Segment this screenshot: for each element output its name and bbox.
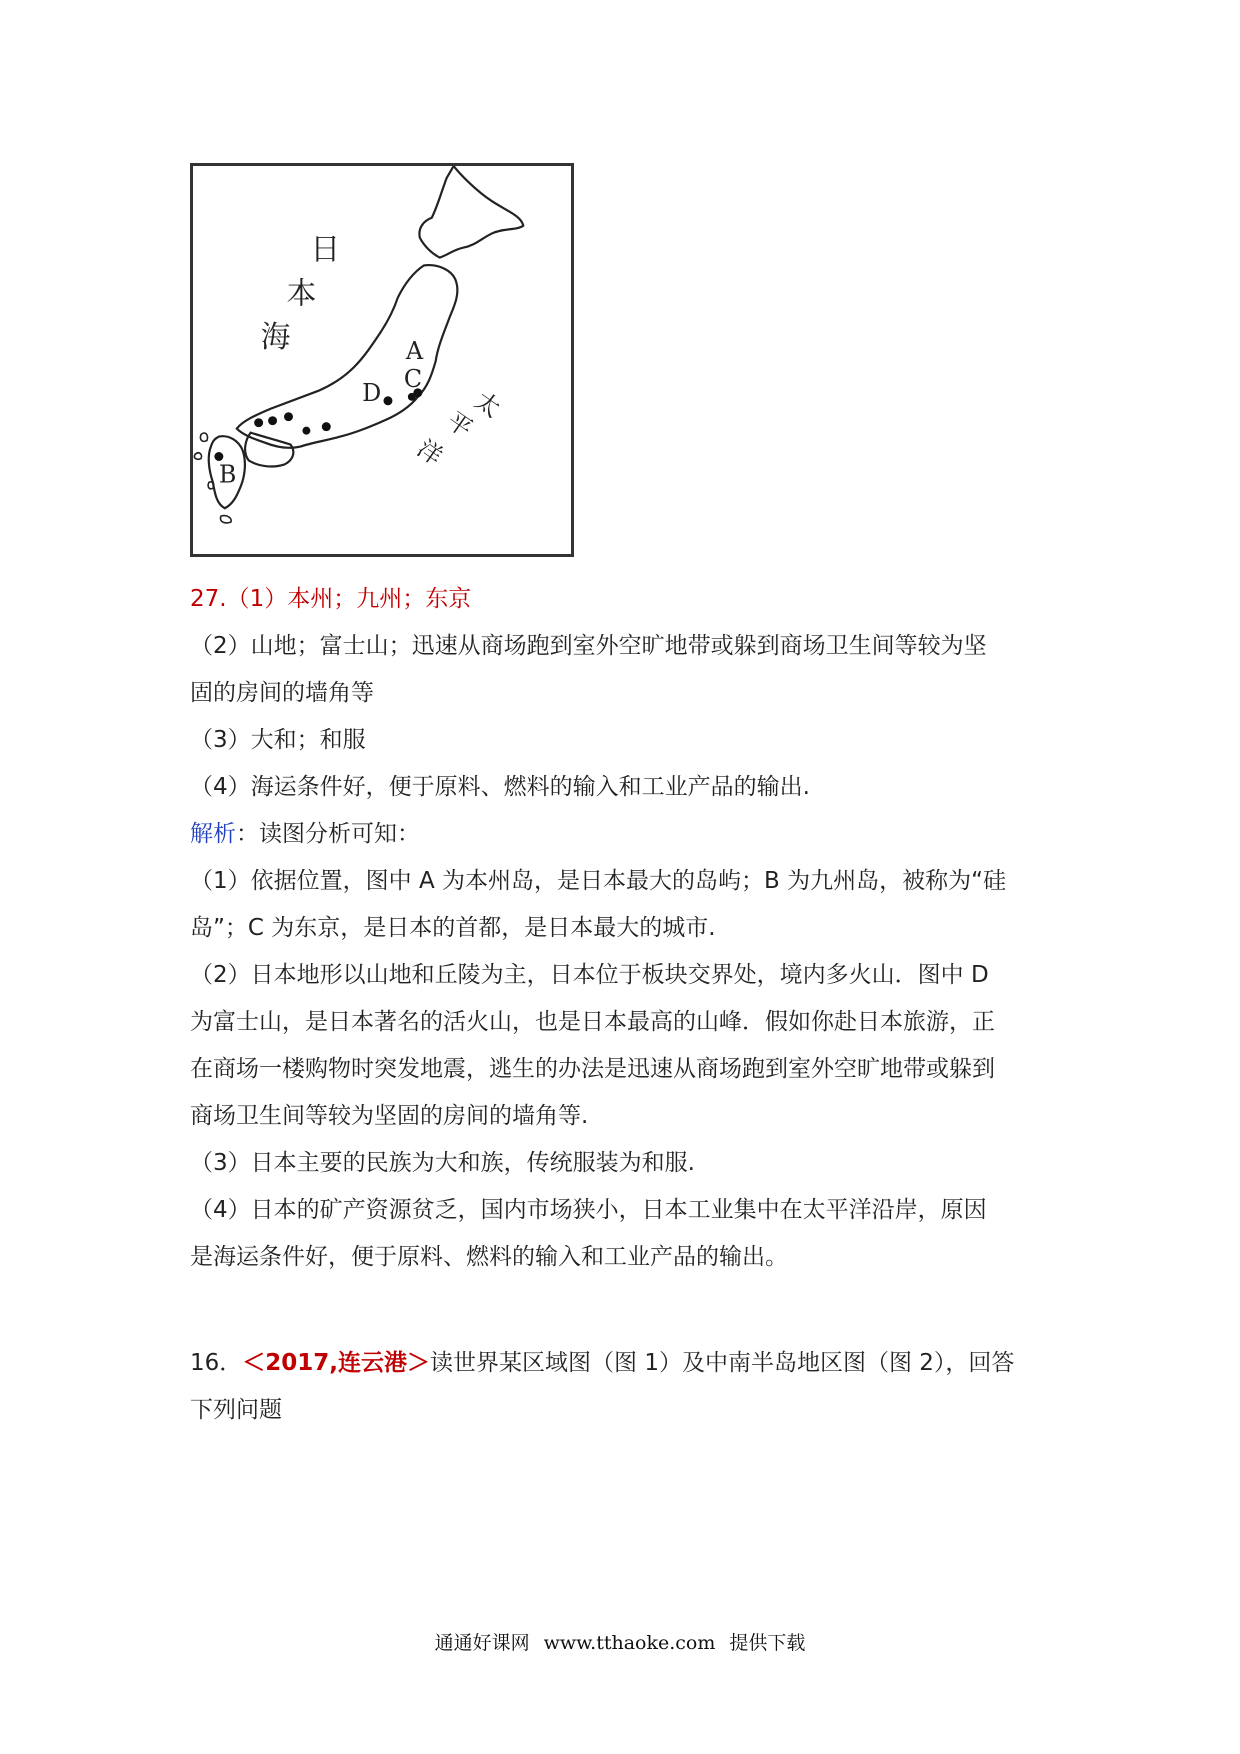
analysis-p1-line-2: 岛”；C 为东京，是日本的首都，是日本最大的城市. xyxy=(190,915,716,941)
small-island-1 xyxy=(200,433,207,441)
small-island-3 xyxy=(220,516,231,523)
ocean-label-char-1: 太 xyxy=(469,386,506,424)
analysis-p4-line-2: 是海运条件好，便于原料、燃料的输入和工业产品的输出。 xyxy=(190,1244,788,1270)
city-dot xyxy=(302,427,310,435)
answer-section xyxy=(190,576,1060,1281)
city-dot xyxy=(284,412,293,421)
question-number: 27. xyxy=(190,586,227,612)
japan-map-figure xyxy=(190,163,574,557)
city-dot xyxy=(383,396,392,405)
analysis-heading xyxy=(190,811,1060,858)
japan-map-svg xyxy=(193,166,571,554)
question-16-line-1 xyxy=(190,1340,1060,1387)
ocean-label-char-3: 洋 xyxy=(411,434,448,471)
analysis-intro: ：读图分析可知： xyxy=(236,821,420,847)
footer-site-name: 通通好课网 xyxy=(434,1632,530,1654)
city-dot xyxy=(408,393,416,401)
ocean-label-char-2: 平 xyxy=(441,406,478,443)
city-dot xyxy=(322,422,331,431)
footer-suffix: 提供下载 xyxy=(729,1632,806,1654)
answer-line-4: （3）大和；和服 xyxy=(190,727,366,753)
analysis-p2-line-2: 为富士山，是日本著名的活火山，也是日本最高的山峰．假如你赴日本旅游，正 xyxy=(190,1009,995,1035)
question-16-source: ＜2017,连云港＞ xyxy=(242,1350,431,1376)
answer-line-5: （4）海运条件好，便于原料、燃料的输入和工业产品的输出. xyxy=(190,774,810,800)
point-d-label: D xyxy=(362,378,382,407)
analysis-p2-line-3: 在商场一楼购物时突发地震，逃生的办法是迅速从商场跑到室外空旷地带或躲到 xyxy=(190,1056,995,1082)
sea-label-char-1: 日 xyxy=(310,232,341,268)
page-footer xyxy=(0,1628,1240,1655)
analysis-p4-line-1: （4）日本的矿产资源贫乏，国内市场狭小，日本工业集中在太平洋沿岸，原因 xyxy=(190,1197,987,1223)
analysis-p1-line-1: （1）依据位置，图中 A 为本州岛，是日本最大的岛屿；B 为九州岛，被称为“硅 xyxy=(190,868,1006,894)
sea-label-char-2: 本 xyxy=(286,276,317,312)
question-16-number: 16． xyxy=(190,1350,243,1376)
analysis-p2-line-1: （2）日本地形以山地和丘陵为主，日本位于板块交界处，境内多火山．图中 D xyxy=(190,962,989,988)
analysis-label: 解析 xyxy=(190,821,236,847)
footer-url[interactable]: www.tthaoke.com xyxy=(543,1632,716,1654)
question-16-section xyxy=(190,1340,1060,1434)
point-b-label: B xyxy=(218,460,237,489)
sea-label-char-3: 海 xyxy=(260,320,291,356)
point-a-label: A xyxy=(405,337,424,366)
small-island-2 xyxy=(194,453,201,459)
analysis-p3: （3）日本主要的民族为大和族，传统服装为和服. xyxy=(190,1150,695,1176)
question-16-line-2: 下列问题 xyxy=(190,1397,282,1423)
analysis-p2-line-4: 商场卫生间等较为坚固的房间的墙角等. xyxy=(190,1103,589,1129)
city-dot xyxy=(254,418,263,427)
answer-part-1: （1）本州；九州；东京 xyxy=(226,586,472,612)
point-c-label: C xyxy=(403,364,423,393)
hokkaido-outline xyxy=(419,166,523,258)
answer-line-3: 固的房间的墙角等 xyxy=(190,680,374,706)
city-dot xyxy=(268,416,277,425)
answer-line-1 xyxy=(190,576,1060,623)
question-16-text-1: 读世界某区域图（图 1）及中南半岛地区图（图 2），回答 xyxy=(430,1350,1015,1376)
answer-line-2: （2）山地；富士山；迅速从商场跑到室外空旷地带或躲到商场卫生间等较为坚 xyxy=(190,633,987,659)
